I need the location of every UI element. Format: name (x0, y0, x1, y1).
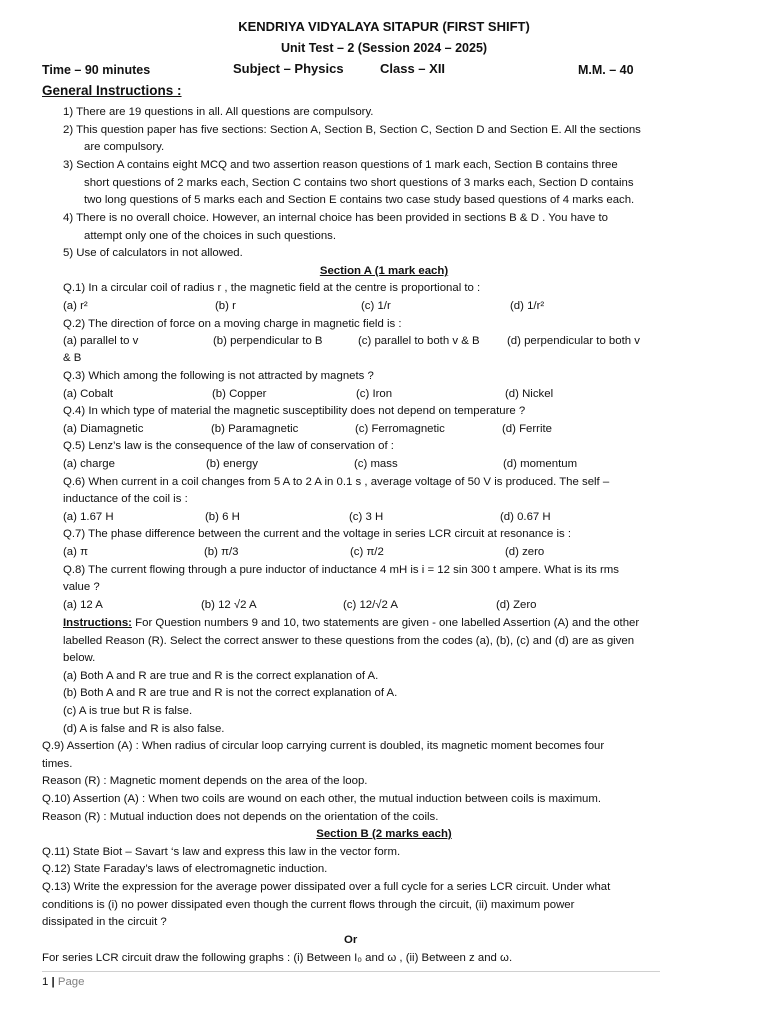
q2-option-c: (c) parallel to both v & B (358, 335, 480, 347)
question-1: Q.1) In a circular coil of radius r , the magnetic field at the centre is proportional to : (63, 282, 481, 294)
school-name: KENDRIYA VIDYALAYA SITAPUR (FIRST SHIFT) (238, 19, 530, 34)
question-8: Q.8) The current flowing through a pure inductor of inductance 4 mH is i = 12 sin 300 t ampere. What is its rms (63, 564, 619, 576)
instruction-line: are compulsory. (84, 141, 165, 153)
instruction-line: 1) There are 19 questions in all. All questions are compulsory. (63, 106, 374, 118)
question-9: Reason (R) : Magnetic moment depends on the area of the loop. (42, 775, 368, 787)
page-label: Page (57, 976, 85, 988)
question-5: Q.5) Lenz’s law is the consequence of the law of conservation of : (63, 440, 394, 452)
q8-option-a: (a) 12 A (63, 599, 103, 611)
question-13: dissipated in the circuit ? (42, 916, 167, 928)
q2-option-d: (d) perpendicular to both v (507, 335, 640, 347)
q7-option-d: (d) zero (505, 546, 545, 558)
answer-code: (c) A is true but R is false. (63, 705, 193, 717)
instruction-line: attempt only one of the choices in such questions. (84, 230, 337, 242)
q1-option-c: (c) 1/r (361, 300, 391, 312)
or-divider: Or (344, 934, 358, 946)
q1-option-b: (b) r (215, 300, 236, 312)
instruction-line: short questions of 2 marks each, Section C contains two short questions of 3 marks each, Section D contains (84, 177, 634, 189)
instructions-label: Instructions: (63, 617, 132, 629)
q7-option-b: (b) π/3 (204, 546, 239, 558)
question-13-alternative: For series LCR circuit draw the following graphs : (i) Between I₀ and ω , (ii) Between z and ω. (42, 952, 513, 964)
q6-option-a: (a) 1.67 H (63, 511, 114, 523)
question-13: Q.13) Write the expression for the average power dissipated over a full cycle for a series LCR circuit. Under what (42, 881, 611, 893)
q4-option-c: (c) Ferromagnetic (355, 423, 445, 435)
q6-option-c: (c) 3 H (349, 511, 384, 523)
footer-separator: | (51, 976, 55, 988)
instruction-line: two long questions of 5 marks each and Section E contains two case study based questions of 4 marks each. (84, 194, 635, 206)
question-11: Q.11) State Biot – Savart ‘s law and express this law in the vector form. (42, 846, 401, 858)
assertion-instructions (63, 616, 639, 630)
page-footer (42, 976, 84, 988)
instructions-text: For Question numbers 9 and 10, two statements are given - one labelled Assertion (A) and the other (131, 617, 640, 629)
max-marks: M.M. – 40 (578, 63, 634, 77)
instruction-line: 5) Use of calculators in not allowed. (63, 247, 243, 259)
q6-option-d: (d) 0.67 H (500, 511, 551, 523)
question-9: Q.9) Assertion (A) : When radius of circular loop carrying current is doubled, its magnetic moment becomes four (42, 740, 605, 752)
footer-divider (42, 971, 660, 972)
q3-option-a: (a) Cobalt (63, 388, 114, 400)
q3-option-c: (c) Iron (356, 388, 393, 400)
question-10: Q.10) Assertion (A) : When two coils are wound on each other, the mutual induction between coils is maximum. (42, 793, 602, 805)
q2-option-a: (a) parallel to v (63, 335, 139, 347)
question-7: Q.7) The phase difference between the current and the voltage in series LCR circuit at resonance is : (63, 528, 572, 540)
question-4: Q.4) In which type of material the magnetic susceptibility does not depend on temperature ? (63, 405, 526, 417)
general-instructions-title: General Instructions : (42, 83, 182, 98)
q5-option-a: (a) charge (63, 458, 115, 470)
q3-option-d: (d) Nickel (505, 388, 554, 400)
answer-code: (d) A is false and R is also false. (63, 723, 225, 735)
q2-continuation: & B (63, 352, 82, 364)
q5-option-b: (b) energy (206, 458, 258, 470)
q2-option-b: (b) perpendicular to B (213, 335, 323, 347)
subject: Subject – Physics (233, 61, 344, 76)
answer-code: (b) Both A and R are true and R is not the correct explanation of A. (63, 687, 398, 699)
q3-option-b: (b) Copper (212, 388, 267, 400)
q1-option-a: (a) r² (63, 300, 88, 312)
instruction-line: 2) This question paper has five sections: Section A, Section B, Section C, Section D and Section E. All the sections (63, 124, 641, 136)
q4-option-d: (d) Ferrite (502, 423, 552, 435)
question-2: Q.2) The direction of force on a moving charge in magnetic field is : (63, 318, 402, 330)
instructions-line: below. (63, 652, 96, 664)
instruction-line: 3) Section A contains eight MCQ and two assertion reason questions of 1 mark each, Section B contains three (63, 159, 618, 171)
class: Class – XII (380, 61, 446, 76)
q7-option-a: (a) π (63, 546, 88, 558)
instructions-line: labelled Reason (R). Select the correct answer to these questions from the codes (a), (b), (c) and (d) are as given (63, 635, 635, 647)
q8-option-b: (b) 12 √2 A (201, 599, 257, 611)
time-allowed: Time – 90 minutes (42, 63, 151, 77)
answer-code: (a) Both A and R are true and R is the correct explanation of A. (63, 670, 379, 682)
q1-option-d: (d) 1/r² (510, 300, 545, 312)
question-13: conditions is (i) no power dissipated even though the current flows through the circuit, (ii) maximum power (42, 899, 575, 911)
q6-continuation: inductance of the coil is : (63, 493, 188, 505)
q5-option-c: (c) mass (354, 458, 398, 470)
q7-option-c: (c) π/2 (350, 546, 384, 558)
question-3: Q.3) Which among the following is not attracted by magnets ? (63, 370, 374, 382)
q8-continuation: value ? (63, 581, 100, 593)
question-6: Q.6) When current in a coil changes from 5 A to 2 A in 0.1 s , average voltage of 50 V is produced. The self – (63, 476, 610, 488)
q5-option-d: (d) momentum (503, 458, 578, 470)
q4-option-b: (b) Paramagnetic (211, 423, 299, 435)
section-b-title: Section B (2 marks each) (316, 828, 452, 840)
question-12: Q.12) State Faraday’s laws of electromagnetic induction. (42, 863, 328, 875)
q8-option-d: (d) Zero (496, 599, 537, 611)
question-10: Reason (R) : Mutual induction does not depends on the orientation of the coils. (42, 811, 439, 823)
section-a-title: Section A (1 mark each) (319, 265, 449, 277)
page-number: 1 (42, 976, 49, 988)
instruction-line: 4) There is no overall choice. However, an internal choice has been provided in sections B & D . You have to (63, 212, 608, 224)
q4-option-a: (a) Diamagnetic (63, 423, 144, 435)
test-title: Unit Test – 2 (Session 2024 – 2025) (280, 41, 488, 55)
q6-option-b: (b) 6 H (205, 511, 240, 523)
q8-option-c: (c) 12/√2 A (343, 599, 399, 611)
question-9: times. (42, 758, 73, 770)
